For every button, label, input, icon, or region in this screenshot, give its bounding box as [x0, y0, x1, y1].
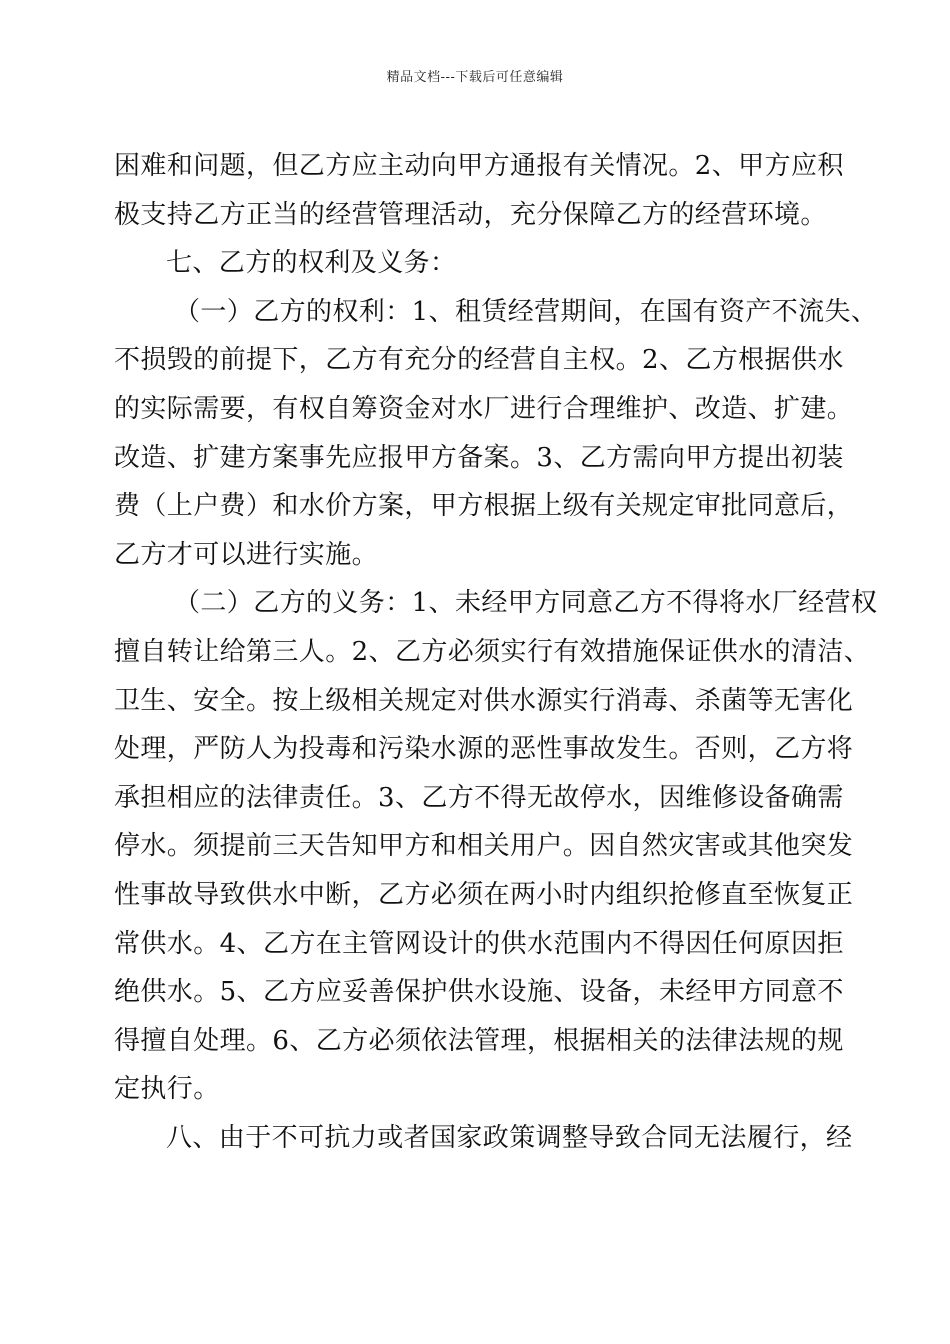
document-body — [114, 142, 878, 1162]
text-line: 改造、扩建方案事先应报甲方备案。3、乙方需向甲方提出初装 — [114, 442, 844, 473]
text-line: 常供水。4、乙方在主管网设计的供水范围内不得因任何原因拒 — [114, 928, 844, 959]
text-line: 乙方才可以进行实施。 — [114, 539, 379, 570]
text-line: 得擅自处理。6、乙方必须依法管理，根据相关的法律法规的规 — [114, 1025, 844, 1056]
section-heading-7: 七、乙方的权利及义务： — [166, 248, 457, 279]
text-line: 不损毁的前提下，乙方有充分的经营自主权。2、乙方根据供水 — [114, 345, 844, 376]
section-heading-8: 八、由于不可抗力或者国家政策调整导致合同无法履行，经 — [166, 1122, 853, 1153]
text-line: 卫生、安全。按上级相关规定对供水源实行消毒、杀菌等无害化 — [114, 685, 854, 716]
subsection-rights: （一）乙方的权利：1、租赁经营期间，在国有资产不流失、 — [174, 296, 878, 327]
text-line: 停水。须提前三天告知甲方和相关用户。因自然灾害或其他突发 — [114, 831, 854, 862]
text-line: 绝供水。5、乙方应妥善保护供水设施、设备，未经甲方同意不 — [114, 977, 844, 1008]
page-header: 精品文档---下载后可任意编辑 — [386, 70, 564, 85]
text-line: 处理，严防人为投毒和污染水源的恶性事故发生。否则，乙方将 — [114, 734, 854, 765]
text-line: 极支持乙方正当的经营管理活动，充分保障乙方的经营环境。 — [114, 199, 827, 230]
text-line: 的实际需要，有权自筹资金对水厂进行合理维护、改造、扩建。 — [114, 393, 854, 424]
text-line: 承担相应的法律责任。3、乙方不得无故停水，因维修设备确需 — [114, 782, 844, 813]
text-line: 困难和问题，但乙方应主动向甲方通报有关情况。2、甲方应积 — [114, 151, 844, 181]
text-line: 定执行。 — [114, 1074, 220, 1105]
subsection-obligations: （二）乙方的义务：1、未经甲方同意乙方不得将水厂经营权 — [174, 588, 878, 619]
text-line: 费（上户费）和水价方案，甲方根据上级有关规定审批同意后， — [114, 491, 854, 522]
text-line: 性事故导致供水中断，乙方必须在两小时内组织抢修直至恢复正 — [114, 879, 854, 910]
text-line: 擅自转让给第三人。2、乙方必须实行有效措施保证供水的清洁、 — [114, 636, 871, 667]
